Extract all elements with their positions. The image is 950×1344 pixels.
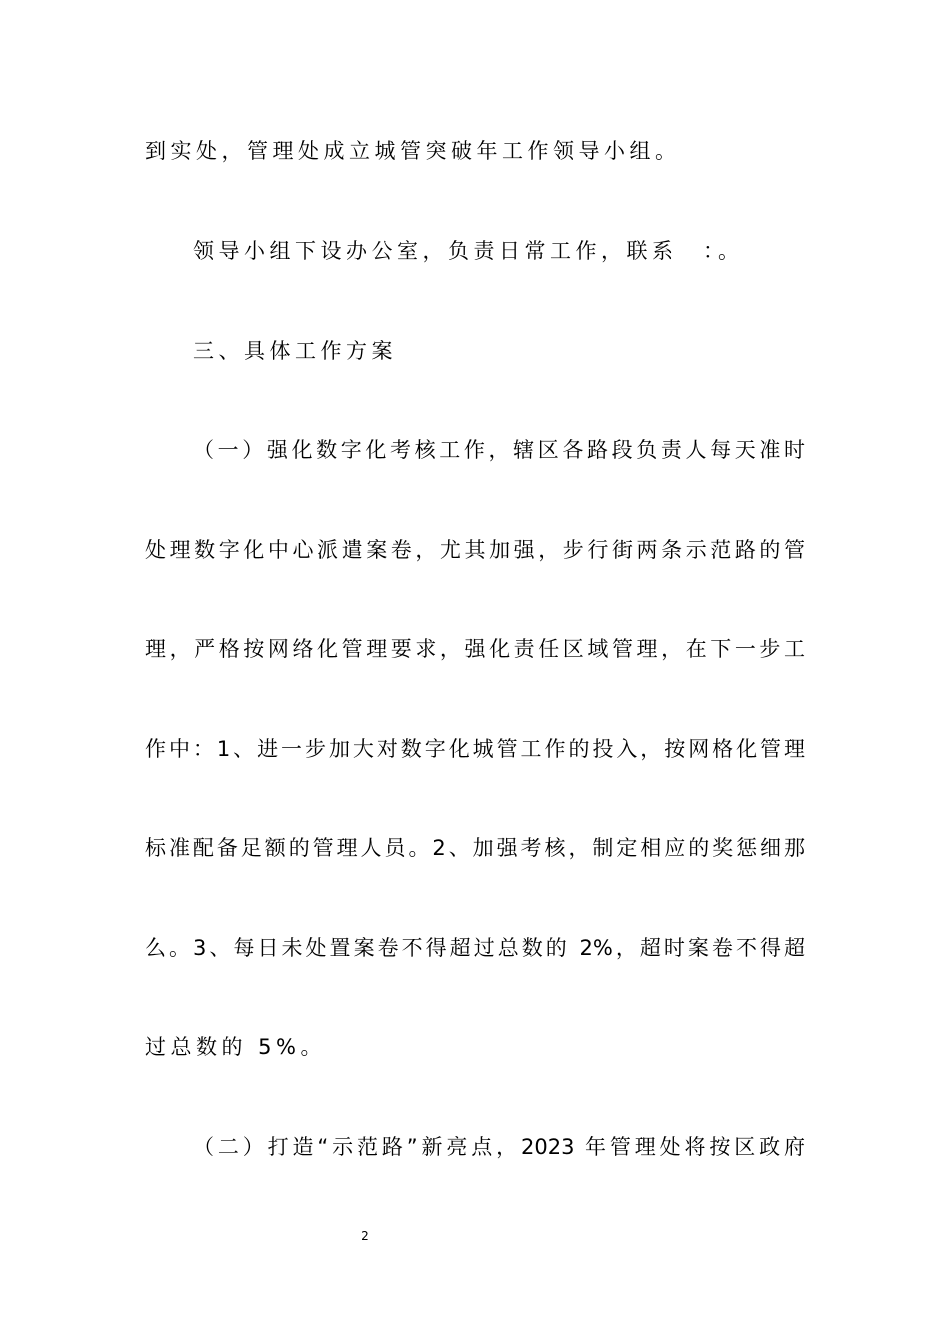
paragraph-line-4: （一）强化数字化考核工作，辖区各路段负责人每天准时 — [193, 438, 805, 462]
paragraph-line-8: 标准配备足额的管理人员。2、加强考核，制定相应的奖惩细那 — [145, 836, 805, 860]
page-number: 2 — [361, 1229, 369, 1243]
paragraph-line-7: 作中：1、进一步加大对数字化城管工作的投入，按网格化管理 — [145, 737, 805, 761]
paragraph-line-11: （二）打造“示范路”新亮点，2023 年管理处将按区政府 — [193, 1135, 805, 1159]
section-heading: 三、具体工作方案 — [193, 339, 397, 363]
paragraph-line-10: 过总数的 5%。 — [145, 1035, 326, 1059]
paragraph-line-6: 理，严格按网络化管理要求，强化责任区域管理，在下一步工 — [145, 637, 805, 661]
paragraph-line-1: 到实处，管理处成立城管突破年工作领导小组。 — [145, 139, 681, 163]
paragraph-line-5: 处理数字化中心派遣案卷，尤其加强，步行街两条示范路的管 — [145, 538, 805, 562]
paragraph-line-9: 么。3、每日未处置案卷不得超过总数的 2%，超时案卷不得超 — [145, 936, 805, 960]
paragraph-line-2: 领导小组下设办公室，负责日常工作，联系 ：。 — [193, 239, 744, 263]
